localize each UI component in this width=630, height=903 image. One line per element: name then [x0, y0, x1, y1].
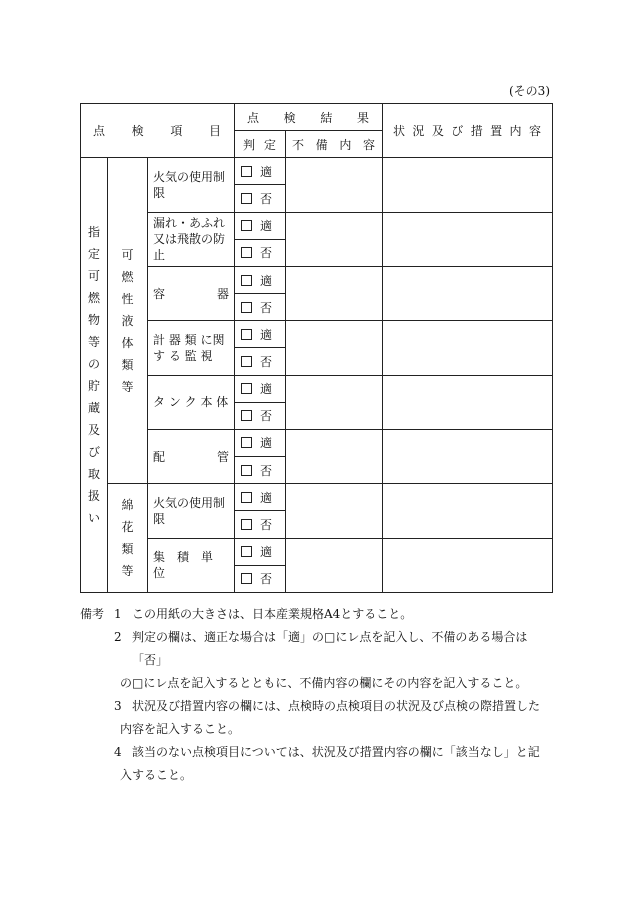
judgment-ng-checkbox[interactable]: 否 [235, 239, 286, 266]
status-measures-field[interactable] [383, 538, 553, 593]
checkbox[interactable] [241, 410, 252, 421]
checkbox[interactable] [241, 519, 252, 530]
header-judgment: 判 定 [235, 131, 286, 158]
header-defect-content: 不 備 内 容 [286, 131, 383, 158]
remark-item [80, 741, 555, 787]
group-label: 可 燃 性 液 体 類 等 [108, 158, 148, 484]
inspection-item-label: 配 管 [148, 429, 235, 483]
group-label: 綿 花 類 等 [108, 484, 148, 593]
judgment-ok-checkbox[interactable]: 適 [235, 212, 286, 239]
judgment-ok-checkbox[interactable]: 適 [235, 429, 286, 456]
checkbox[interactable] [241, 465, 252, 476]
judgment-ng-checkbox[interactable]: 否 [235, 511, 286, 538]
remarks-section [80, 603, 555, 787]
status-measures-field[interactable] [383, 429, 553, 483]
remark-text: この用紙の大きさは、日本産業規格A4とすること。 [132, 607, 413, 621]
remark-text: 判定の欄は、適正な場合は「適」の□にレ点を記入し、不備のある場合は「否」 [132, 630, 528, 667]
remark-number: 1 [114, 607, 122, 621]
judgment-ok-checkbox[interactable]: 適 [235, 538, 286, 565]
judgment-ng-checkbox[interactable]: 否 [235, 185, 286, 212]
judgment-ng-checkbox[interactable]: 否 [235, 402, 286, 429]
header-inspection-items: 点 検 項 目 [81, 104, 235, 158]
remark-text: 状況及び措置内容の欄には、点検時の点検項目の状況及び点検の際措置した [132, 699, 541, 713]
checkbox[interactable] [241, 573, 252, 584]
judgment-ok-checkbox[interactable]: 適 [235, 266, 286, 293]
defect-content-field[interactable] [286, 212, 383, 266]
checkbox[interactable] [241, 383, 252, 394]
header-inspection-result: 点 検 結 果 [235, 104, 383, 131]
remarks-title: 備考 [80, 607, 105, 621]
defect-content-field[interactable] [286, 321, 383, 375]
status-measures-field[interactable] [383, 212, 553, 266]
status-measures-field[interactable] [383, 484, 553, 538]
remark-text: 入すること。 [120, 768, 193, 782]
checkbox[interactable] [241, 247, 252, 258]
checkbox[interactable] [241, 356, 252, 367]
defect-content-field[interactable] [286, 538, 383, 593]
inspection-item-label: 集 積 単 位 [148, 538, 235, 593]
remark-item [80, 626, 555, 695]
remark-item [80, 603, 555, 626]
page-number-label: (その3) [509, 84, 550, 98]
category-label: 指 定 可 燃 物 等 の 貯 蔵 及 び 取 扱 い [81, 158, 108, 593]
inspection-table [80, 103, 553, 593]
checkbox[interactable] [241, 220, 252, 231]
defect-content-field[interactable] [286, 158, 383, 212]
status-measures-field[interactable] [383, 266, 553, 320]
checkbox[interactable] [241, 492, 252, 503]
remark-item [80, 695, 555, 741]
inspection-item-label: 火気の使用制限 [148, 484, 235, 538]
defect-content-field[interactable] [286, 375, 383, 429]
status-measures-field[interactable] [383, 158, 553, 212]
judgment-ok-checkbox[interactable]: 適 [235, 321, 286, 348]
remark-number: 3 [114, 699, 122, 713]
defect-content-field[interactable] [286, 429, 383, 483]
defect-content-field[interactable] [286, 266, 383, 320]
checkbox[interactable] [241, 329, 252, 340]
defect-content-field[interactable] [286, 484, 383, 538]
checkbox[interactable] [241, 193, 252, 204]
remark-number: 2 [114, 630, 122, 644]
inspection-item-label: 火気の使用制限 [148, 158, 235, 212]
header-status-measures: 状 況 及 び 措 置 内 容 [383, 104, 553, 158]
judgment-ng-checkbox[interactable]: 否 [235, 348, 286, 375]
judgment-ok-checkbox[interactable]: 適 [235, 158, 286, 185]
inspection-item-label: 計 器 類 に関 す る 監 視 [148, 321, 235, 375]
judgment-ng-checkbox[interactable]: 否 [235, 457, 286, 484]
checkbox[interactable] [241, 546, 252, 557]
remark-number: 4 [114, 745, 122, 759]
judgment-ng-checkbox[interactable]: 否 [235, 294, 286, 321]
remark-text: の□にレ点を記入するとともに、不備内容の欄にその内容を記入すること。 [120, 676, 528, 690]
checkbox[interactable] [241, 437, 252, 448]
inspection-item-label: タ ン ク 本 体 [148, 375, 235, 429]
remark-text: 該当のない点検項目については、状況及び措置内容の欄に「該当なし」と記 [132, 745, 540, 759]
inspection-item-label: 漏れ・あふれ又は飛散の防止 [148, 212, 235, 266]
checkbox[interactable] [241, 302, 252, 313]
inspection-item-label: 容 器 [148, 266, 235, 320]
judgment-ng-checkbox[interactable]: 否 [235, 565, 286, 592]
judgment-ok-checkbox[interactable]: 適 [235, 484, 286, 511]
status-measures-field[interactable] [383, 375, 553, 429]
judgment-ok-checkbox[interactable]: 適 [235, 375, 286, 402]
status-measures-field[interactable] [383, 321, 553, 375]
remark-text: 内容を記入すること。 [120, 722, 241, 736]
checkbox[interactable] [241, 166, 252, 177]
checkbox[interactable] [241, 275, 252, 286]
